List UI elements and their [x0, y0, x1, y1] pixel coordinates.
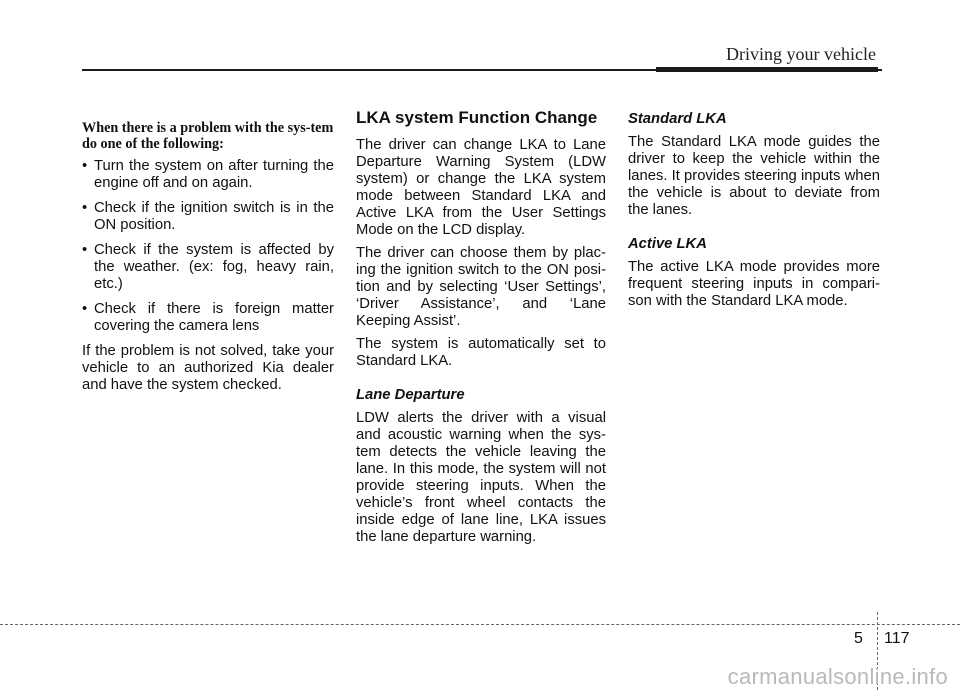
- troubleshooting-list: [82, 158, 334, 335]
- troubleshooting-closing: If the problem is not solved, take your vehicle to an authorized Kia dealer and have the system checked.: [82, 343, 334, 393]
- chapter-number: 5: [854, 630, 863, 647]
- lane-departure-paragraph: LDW alerts the driver with a visual and acoustic warning when the sys-tem detects the vehicle leaving the lane. In this mode, the system will not provide steering inputs. When the vehicle’s front wheel contacts the inside edge of lane line, LKA issues the lane departure warning.: [356, 410, 606, 545]
- bullet-marker: •: [82, 242, 88, 258]
- subheading-lane-departure: Lane Departure: [356, 387, 465, 403]
- function-change-paragraph-3: The system is automatically set to Standard LKA.: [356, 336, 606, 369]
- function-change-paragraph-2: The driver can choose them by plac-ing the ignition switch to the ON posi-tion and by selecting ‘User Settings’, ‘Driver Assistance’, and ‘Lane Keeping Assist’.: [356, 245, 606, 329]
- list-item: [82, 158, 334, 192]
- list-item-text: Check if the system is affected by the weather. (ex: fog, heavy rain, etc.): [94, 242, 334, 292]
- footer-rule: [0, 624, 960, 625]
- column-troubleshooting: [82, 108, 334, 400]
- standard-lka-paragraph: The Standard LKA mode guides the driver to keep the vehicle within the lanes. It provides steering inputs when the vehicle is about to deviate from the lanes.: [628, 134, 880, 218]
- bullet-marker: •: [82, 158, 88, 174]
- list-item: [82, 200, 334, 234]
- list-item-text: Check if there is foreign matter covering the camera lens: [94, 301, 334, 334]
- subheading-active-lka: Active LKA: [628, 236, 707, 252]
- list-item: [82, 242, 334, 293]
- list-item-text: Turn the system on after turning the engine off and on again.: [94, 158, 334, 191]
- troubleshooting-intro: When there is a problem with the sys-tem do one of the following:: [82, 120, 334, 152]
- active-lka-paragraph: The active LKA mode provides more frequent steering inputs in compari-son with the Standard LKA mode.: [628, 259, 880, 309]
- section-title-lka-function-change: LKA system Function Change: [356, 108, 598, 127]
- bullet-marker: •: [82, 301, 88, 317]
- column-function-change: [356, 108, 606, 552]
- header-rule-accent: [656, 67, 878, 72]
- subheading-standard-lka: Standard LKA: [628, 111, 727, 127]
- page-header-title: Driving your vehicle: [726, 44, 876, 64]
- bullet-marker: •: [82, 200, 88, 216]
- list-item-text: Check if the ignition switch is in the ON position.: [94, 200, 334, 233]
- watermark-text: carmanualsonline.info: [727, 664, 948, 689]
- page-number: 117: [884, 630, 910, 647]
- list-item: [82, 301, 334, 335]
- function-change-paragraph-1: The driver can change LKA to Lane Departure Warning System (LDW system) or change the LKA system mode between Standard LKA and Active LKA from the User Settings Mode on the LCD display.: [356, 137, 606, 238]
- column-lka-modes: [628, 108, 880, 316]
